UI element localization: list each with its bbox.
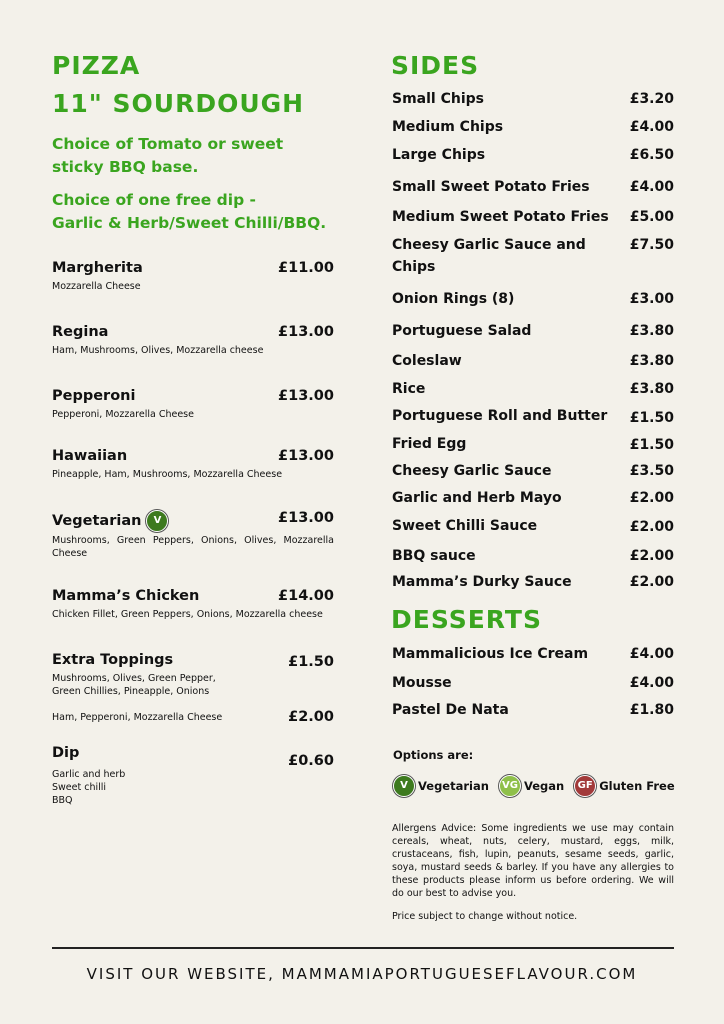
extra-toppings xyxy=(52,652,334,732)
pizza-name: Pepperoni xyxy=(52,388,136,404)
pizza-name-wrap xyxy=(52,510,168,532)
extra-toppings-price-2: £2.00 xyxy=(288,709,334,725)
side-price: £6.50 xyxy=(629,147,674,163)
pizza-title: PIZZA xyxy=(52,51,141,80)
pizza-price: £13.00 xyxy=(278,388,334,404)
dessert-price: £1.80 xyxy=(629,702,674,718)
vegan-icon: VG xyxy=(499,775,521,797)
dip-name: Dip xyxy=(52,745,80,761)
dessert-price: £4.00 xyxy=(629,675,674,691)
side-name: Small Chips xyxy=(392,91,484,107)
options-title: Options are: xyxy=(393,748,474,762)
side-price: £2.00 xyxy=(629,574,674,590)
dessert-name: Pastel De Nata xyxy=(392,702,509,718)
pizza-description: Chicken Fillet, Green Peppers, Onions, Mozzarella cheese xyxy=(52,609,323,620)
dip-info-line-2: Garlic & Herb/Sweet Chilli/BBQ. xyxy=(52,214,327,232)
side-name: Mamma’s Durky Sauce xyxy=(392,574,572,590)
website-footer: VISIT OUR WEBSITE, MAMMAMIAPORTUGUESEFLAVOUR.COM xyxy=(86,965,638,983)
side-price: £2.00 xyxy=(629,548,674,564)
side-price: £4.00 xyxy=(629,119,674,135)
pizza-description: Ham, Mushrooms, Olives, Mozzarella cheese xyxy=(52,345,264,356)
dip-info-line-1: Choice of one free dip - xyxy=(52,191,256,209)
side-name: Cheesy Garlic Sauce and Chips xyxy=(392,237,586,275)
legend-label: Vegan xyxy=(523,779,565,793)
side-name: Medium Chips xyxy=(392,119,504,135)
pizza-name: Vegetarian xyxy=(52,513,142,529)
dietary-legend xyxy=(393,775,681,797)
dessert-price: £4.00 xyxy=(629,646,674,662)
pizza-price: £13.00 xyxy=(278,448,334,464)
extra-toppings-price-1: £1.50 xyxy=(288,654,334,670)
dessert-name: Mammalicious Ice Cream xyxy=(392,646,589,662)
pizza-price: £13.00 xyxy=(278,510,334,526)
side-price: £1.50 xyxy=(629,437,674,453)
vegetarian-badge-icon: V xyxy=(146,510,168,532)
side-name: Large Chips xyxy=(392,147,486,163)
pizza-price: £13.00 xyxy=(278,324,334,340)
dip-option: Sweet chilli xyxy=(52,782,107,793)
side-price: £5.00 xyxy=(629,209,674,225)
price-note: Price subject to change without notice. xyxy=(392,911,578,922)
side-price: £3.20 xyxy=(629,91,674,107)
side-price: £3.00 xyxy=(629,291,674,307)
extra-toppings-desc-2: Ham, Pepperoni, Mozzarella Cheese xyxy=(52,712,223,723)
extra-toppings-desc-1b: Green Chillies, Pineapple, Onions xyxy=(52,686,210,697)
side-price: £2.00 xyxy=(629,490,674,506)
side-name: Fried Egg xyxy=(392,436,467,452)
side-name: Portuguese Roll and Butter xyxy=(392,408,608,424)
side-price: £1.50 xyxy=(629,410,674,426)
legend-label: Vegetarian xyxy=(418,779,489,793)
gluten-free-icon: GF xyxy=(574,775,596,797)
side-name: Onion Rings (8) xyxy=(392,291,515,307)
side-price: £3.80 xyxy=(629,381,674,397)
desserts-title: DESSERTS xyxy=(391,605,542,634)
extra-toppings-desc-1a: Mushrooms, Olives, Green Pepper, xyxy=(52,673,216,684)
side-name: Cheesy Garlic Sauce xyxy=(392,463,552,479)
dip-item xyxy=(52,745,334,810)
side-name: Sweet Chilli Sauce xyxy=(392,518,538,534)
pizza-price: £14.00 xyxy=(278,588,334,604)
dip-option: BBQ xyxy=(52,795,73,806)
side-price: £7.50 xyxy=(629,237,674,253)
extra-toppings-name: Extra Toppings xyxy=(52,652,174,668)
pizza-description: Mozzarella Cheese xyxy=(52,281,141,292)
pizza-description: Pepperoni, Mozzarella Cheese xyxy=(52,409,194,420)
side-name: Small Sweet Potato Fries xyxy=(392,179,590,195)
base-info: Choice of Tomato or sweet sticky BBQ base. xyxy=(52,135,284,176)
pizza-description: Pineapple, Ham, Mushrooms, Mozzarella Cheese xyxy=(52,469,283,480)
side-name: Coleslaw xyxy=(392,353,462,369)
side-name: Garlic and Herb Mayo xyxy=(392,490,562,506)
side-price: £3.50 xyxy=(629,463,674,479)
allergen-advice: Allergens Advice: Some ingredients we use may contain cereals, wheat, nuts, celery, mustard, eggs, milk, crustaceans, fish, lupin, peanuts, sesame seeds, garlic, soya, mustard seeds & barley. If you have any allergies to these products please inform us before ordering. We will do our best to advise you. xyxy=(392,823,674,899)
pizza-price: £11.00 xyxy=(278,260,334,276)
side-name: Portuguese Salad xyxy=(392,323,532,339)
footer-divider xyxy=(52,947,674,949)
pizza-name: Margherita xyxy=(52,260,143,276)
vegetarian-icon: V xyxy=(393,775,415,797)
side-price: £2.00 xyxy=(629,519,674,535)
pizza-subtitle: 11" SOURDOUGH xyxy=(52,89,305,118)
pizza-name: Mamma’s Chicken xyxy=(52,588,200,604)
dip-option: Garlic and herb xyxy=(52,769,126,780)
side-price: £3.80 xyxy=(629,353,674,369)
pizza-name: Hawaiian xyxy=(52,448,128,464)
legend-label: Gluten Free xyxy=(599,779,675,793)
side-price: £3.80 xyxy=(629,323,674,339)
dip-price: £0.60 xyxy=(288,753,334,769)
pizza-name: Regina xyxy=(52,324,109,340)
sides-title: SIDES xyxy=(391,51,480,80)
pizza-description: Mushrooms, Green Peppers, Onions, Olives, Mozzarella Cheese xyxy=(52,535,334,559)
side-price: £4.00 xyxy=(629,179,674,195)
side-name: Rice xyxy=(392,381,426,397)
side-name: Medium Sweet Potato Fries xyxy=(392,209,609,225)
side-name: BBQ sauce xyxy=(392,548,476,564)
dessert-name: Mousse xyxy=(392,675,452,691)
